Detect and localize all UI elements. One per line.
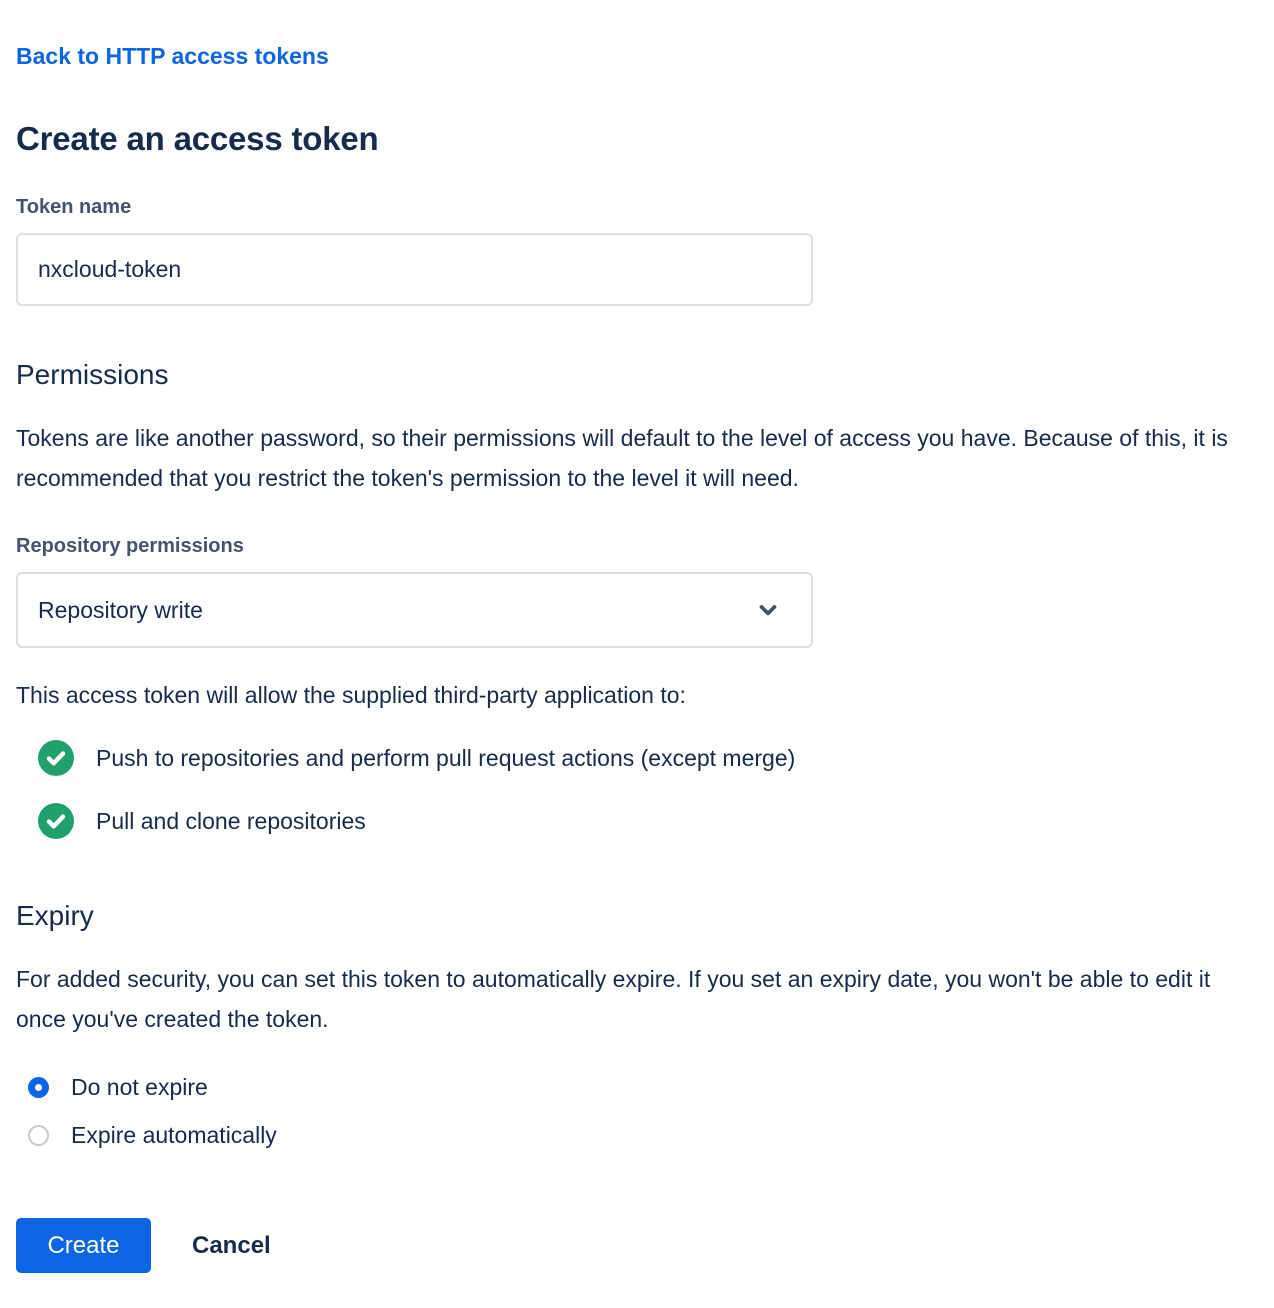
repository-permissions-label: Repository permissions (16, 535, 244, 557)
radio-option-expire-automatically[interactable] (28, 1119, 277, 1151)
form-actions (16, 1218, 1258, 1273)
back-to-http-access-tokens-link[interactable]: Back to HTTP access tokens (16, 43, 329, 69)
token-name-input[interactable] (16, 233, 813, 306)
repository-permissions-selected-value: Repository write (38, 596, 203, 623)
allow-intro-text: This access token will allow the supplied third-party application to: (16, 682, 686, 708)
check-icon (38, 740, 74, 776)
expiry-description: For added security, you can set this token to automatically expire. If you set an expiry date, you won't be able to edit it once you've created the token. (16, 966, 1211, 1032)
expiry-heading: Expiry (16, 900, 94, 931)
radio-option-label[interactable]: Do not expire (71, 1074, 208, 1100)
radio-selected-icon[interactable] (28, 1077, 49, 1098)
permissions-description: Tokens are like another password, so their permissions will default to the level of access you have. Because of this, it is recommended that you restrict the token's permission to the level it will need. (16, 425, 1228, 491)
check-icon (38, 803, 74, 839)
expiry-radio-group (16, 1071, 1258, 1151)
token-name-label: Token name (16, 196, 132, 218)
chevron-down-icon (755, 597, 781, 623)
cancel-button[interactable]: Cancel (175, 1218, 288, 1273)
radio-option-label[interactable]: Expire automatically (71, 1122, 277, 1148)
radio-unselected-icon[interactable] (28, 1125, 49, 1146)
page-title: Create an access token (16, 120, 379, 157)
capability-text: Pull and clone repositories (96, 808, 366, 834)
create-button[interactable]: Create (16, 1218, 151, 1273)
repository-permissions-select[interactable] (16, 572, 813, 648)
radio-option-do-not-expire[interactable] (28, 1071, 208, 1103)
capability-row (38, 740, 1258, 776)
capability-text: Push to repositories and perform pull request actions (except merge) (96, 745, 796, 771)
permissions-heading: Permissions (16, 359, 169, 390)
capability-list (16, 740, 1258, 839)
capability-row (38, 803, 1258, 839)
